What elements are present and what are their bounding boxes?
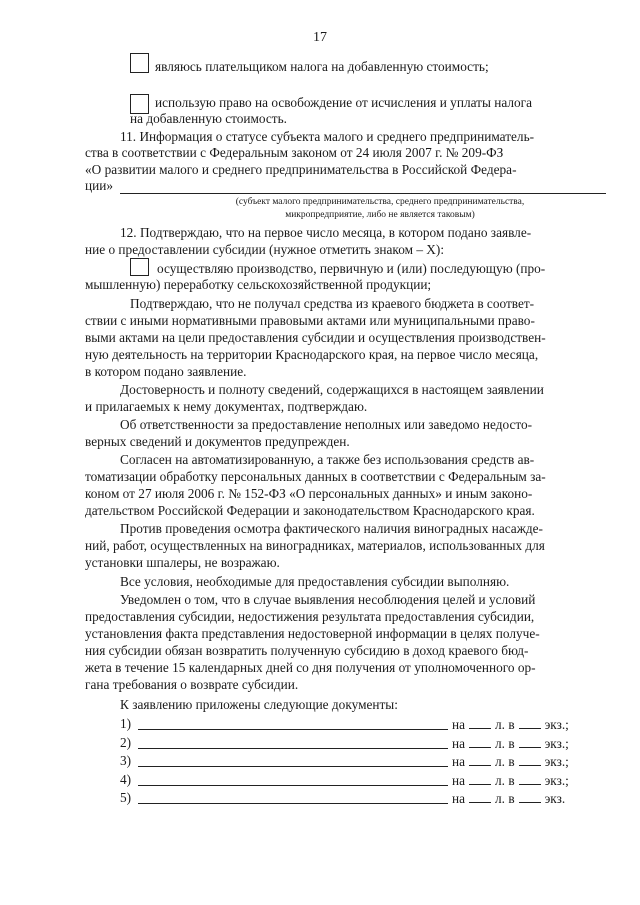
consent-line3: коном от 27 июля 2006 г. № 152-ФЗ «О персональных данных» и иным законо- <box>85 486 533 501</box>
notified-line5: жета в течение 15 календарных дней со дня получения от уполномоченного ор- <box>85 660 536 675</box>
document-name-field[interactable] <box>138 748 448 749</box>
document-number: 5) <box>120 790 132 805</box>
consent-line1: Согласен на автоматизированную, а также без использования средств ав- <box>120 452 535 467</box>
vat-exempt-line2: на добавленную стоимость. <box>130 111 287 126</box>
document-number: 4) <box>120 771 132 787</box>
responsibility-line2: верных сведений и документов предупрежден. <box>85 434 350 449</box>
conditions-line: Все условия, необходимые для предоставления субсидии выполняю. <box>120 574 510 589</box>
notified-line4: ния субсидии обязан возвратить полученную субсидию в доход краевого бюд- <box>85 643 529 658</box>
document-row <box>120 790 600 806</box>
sheets-count-field[interactable] <box>469 790 491 803</box>
notified-line3: установления факта представления недостоверной информации в целях получе- <box>85 626 540 641</box>
copies-count-field[interactable] <box>519 753 541 766</box>
p11-line4: ции» <box>85 178 113 193</box>
document-sheet-info <box>452 716 569 733</box>
sme-caption-line2: микропредприятие, либо не является таковым) <box>285 210 475 220</box>
page-number: 17 <box>313 30 327 45</box>
document-row <box>120 753 600 769</box>
copies-count-field[interactable] <box>519 772 541 785</box>
consent-line2: томатизации обработку персональных данных в соответствии с Федеральным за- <box>85 469 546 484</box>
copies-suffix: экз.; <box>544 754 569 769</box>
sheets-count-field[interactable] <box>469 753 491 766</box>
notified-line1: Уведомлен о том, что в случае выявления несоблюдения целей и условий <box>120 592 536 607</box>
copies-suffix: экз.; <box>544 735 569 751</box>
copies-count-field[interactable] <box>519 735 541 748</box>
document-name-field[interactable] <box>138 729 448 730</box>
document-row <box>120 735 600 751</box>
copies-suffix: экз. <box>544 791 566 806</box>
document-sheet-info <box>452 753 569 770</box>
responsibility-line1: Об ответственности за предоставление неполных или заведомо недосто- <box>120 417 533 432</box>
vat-payer-label: являюсь плательщиком налога на добавленную стоимость; <box>155 59 489 74</box>
copies-count-field[interactable] <box>519 790 541 803</box>
document-number: 1) <box>120 716 132 731</box>
notified-line2: предоставления субсидии, недостижения результата предоставления субсидии, <box>85 609 535 624</box>
document-name-field[interactable] <box>138 766 448 767</box>
copies-prefix: л. в <box>495 717 515 732</box>
confirm-line2: ствии с иными нормативными правовыми актами или муниципальными право- <box>85 313 535 328</box>
sheets-count-field[interactable] <box>469 772 491 785</box>
document-sheet-info <box>452 772 569 789</box>
sheets-count-field[interactable] <box>469 735 491 748</box>
accuracy-line2: и прилагаемых к нему документах, подтверждаю. <box>85 399 368 414</box>
inspection-line1: Против проведения осмотра фактического наличия виноградных насажде- <box>120 521 543 536</box>
sheets-prefix: на <box>452 791 466 806</box>
confirm-line4: ную деятельность на территории Краснодарского края, на первое число месяца, <box>85 347 539 362</box>
sheets-count-field[interactable] <box>469 716 491 729</box>
copies-suffix: экз.; <box>544 772 569 788</box>
p12-option-line1: осуществляю производство, первичную и (или) последующую (про- <box>157 261 546 276</box>
copies-count-field[interactable] <box>519 716 541 729</box>
confirm-line1: Подтверждаю, что не получал средства из краевого бюджета в соответ- <box>130 296 535 311</box>
copies-prefix: л. в <box>495 754 515 769</box>
sheets-prefix: на <box>452 735 466 751</box>
document-name-field[interactable] <box>138 785 448 786</box>
copies-prefix: л. в <box>495 735 515 751</box>
document-row <box>120 716 600 732</box>
inspection-line2: ний, работ, осуществленных на виноградниках, материалов, использованных для <box>85 538 545 553</box>
document-name-field[interactable] <box>138 803 448 804</box>
notified-line6: гана требования о возврате субсидии. <box>85 677 299 692</box>
attached-heading: К заявлению приложены следующие документы: <box>120 697 398 712</box>
sheets-prefix: на <box>452 717 466 732</box>
copies-prefix: л. в <box>495 772 515 788</box>
document-number: 3) <box>120 753 132 768</box>
sheets-prefix: на <box>452 754 466 769</box>
inspection-line3: установки шпалеры, не возражаю. <box>85 555 280 570</box>
sheets-prefix: на <box>452 772 466 788</box>
p11-line2: ства в соответствии с Федеральным законом от 24 июля 2007 г. № 209-ФЗ <box>85 145 504 160</box>
consent-line4: дательством Российской Федерации и законодательством Краснодарского края. <box>85 503 535 518</box>
copies-prefix: л. в <box>495 791 515 806</box>
confirm-line3: выми актами на цели предоставления субсидии и осуществления производствен- <box>85 330 546 345</box>
p12-line1: 12. Подтверждаю, что на первое число месяца, в котором подано заявле- <box>120 225 532 240</box>
document-number: 2) <box>120 734 132 750</box>
production-checkbox[interactable] <box>130 258 149 276</box>
vat-payer-checkbox[interactable] <box>130 53 149 73</box>
document-row <box>120 772 600 788</box>
p11-line3: «О развитии малого и среднего предпринимательства в Российской Федера- <box>85 162 517 177</box>
copies-suffix: экз.; <box>544 717 569 732</box>
p12-option-line2: мышленную) переработку сельскохозяйственной продукции; <box>85 277 432 292</box>
document-sheet-info <box>452 790 565 807</box>
confirm-line5: в котором подано заявление. <box>85 364 247 379</box>
document-sheet-info <box>452 735 569 752</box>
p11-line1: 11. Информация о статусе субъекта малого и среднего предприниматель- <box>120 129 535 144</box>
vat-exempt-line1: использую право на освобождение от исчисления и уплаты налога <box>155 95 532 110</box>
p12-line2: ние о предоставлении субсидии (нужное отметить знаком – Х): <box>85 242 445 257</box>
sme-caption-line1: (субъект малого предпринимательства, среднего предпринимательства, <box>235 197 525 207</box>
accuracy-line1: Достоверность и полноту сведений, содержащихся в настоящем заявлении <box>120 382 544 397</box>
sme-status-field[interactable] <box>120 193 606 194</box>
